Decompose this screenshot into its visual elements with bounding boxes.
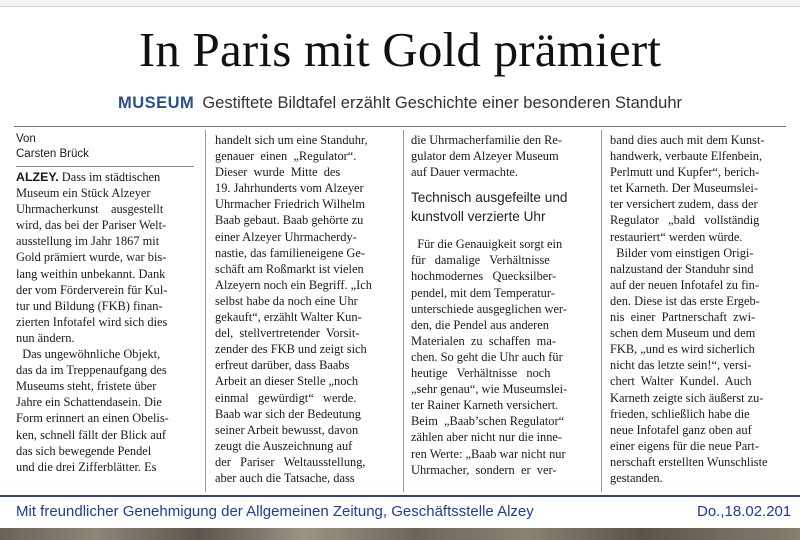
subtitle-line: Technisch ausgefeilte und: [411, 190, 568, 206]
column-3: [411, 132, 591, 478]
subhead: [0, 92, 800, 114]
byline-author: Carsten Brück: [16, 148, 89, 160]
paragraph-text: Dass im städtischen Museum ein Stück Alzeyer Uhrmacherkunst ausgestellt wird, das bei der Pariser Welt- ausstellung im Jahr 1867 mit Gold prämiert wurde, war bis- lang weithin unbekannt. Dank der vom Förderverein für Kul- tur und Bildung (FKB) finan- zierten Infotafel wird sich dies nun ändern.: [16, 170, 168, 345]
top-edge: [0, 0, 800, 7]
column-4: [610, 132, 792, 486]
column-divider: [205, 130, 206, 492]
paragraph: Das ungewöhnliche Objekt, das da im Treppenaufgang des Museums steht, fristete über Jahre ein Schattendasein. Die Form erinnert an einen Obelis- ken, schnell fällt der Blick auf das sich bewegende Pendel und die drei Zifferblätter. Es: [16, 347, 169, 474]
subtitle: [411, 188, 591, 226]
publication-date: Do.,18.02.201: [697, 503, 792, 520]
subtitle-line: kunstvoll verzierte Uhr: [411, 209, 546, 225]
paragraph: band dies auch mit dem Kunst- handwerk, verbaute Elfenbein, Perlmutt und Kupfer“, berich- tet Karneth. Der Museumslei- ter versichert zudem, dass der Regulator „bald vollständig restauriert“ werden würde.: [610, 133, 765, 244]
deck: Gestiftete Bildtafel erzählt Geschichte einer besonderen Standuhr: [202, 94, 683, 112]
footer-rule: [0, 495, 800, 497]
paragraph: Für die Genauigkeit sorgt ein für damalige Verhältnisse hochmodernes Quecksilber- pendel, mit dem Temperatur- unterschiede ausgeglichen wer- den, die Pendel aus anderen Materialen zu schaffen ma- chen. So geht die Uhr auch für heutige Verhältnisse noch „sehr genau“, wie Museumslei- ter Rainer Karneth versichert. Beim „Baab’schen Regulator“ zählen aber nicht nur die inne- ren Werte: „Baab war nicht nur Uhrmacher, sondern er ver-: [411, 237, 568, 477]
paragraph: Bilder vom einstigen Origi- nalzustand der Standuhr sind auf der neuen Infotafel zu fin- den. Diese ist das erste Ergeb- nis einer Partnerschaft zwi- schen dem Museum und dem FKB, „und es wird sicherlich nicht das letzte sein!“, versi- chert Walter Kundel. Auch Karneth zeigte sich äußerst zu- frieden, schließlich habe die neue Infotafel ganz oben auf einer eigens für die neue Part- nerschaft erstellten Wunschliste gestanden.: [610, 245, 768, 485]
byline-von: Von: [16, 133, 36, 145]
headline: In Paris mit Gold prämiert: [138, 22, 662, 77]
paragraph: handelt sich um eine Standuhr, genauer einen „Regulator“. Dieser wurde Mitte des 19. Jahrhunderts vom Alzeyer Uhrmacher Friedrich Wilhelm Baab gebaut. Baab gehörte zu einer Alzeyer Uhrmacherdy- nastie, das familieneigene Ge- schäft am Roßmarkt ist vielen Alzeyern noch ein Begriff. „Ich selbst habe da noch eine Uhr gekauft“, erzählt Walter Kun- del, stellvertretender Vorsit- zender des FKB und zeigt sich erfreut darüber, dass Baabs Arbeit an dieser Stelle „noch einmal gewürdigt“ werde. Baab war sich der Bedeutung seiner Arbeit bewusst, davon zeugt die Auszeichnung auf der Pariser Weltausstellung, aber auch die Tatsache, dass: [215, 133, 372, 485]
byline-rule: [16, 166, 194, 167]
paragraph: [16, 169, 194, 346]
column-1: [16, 132, 194, 475]
section-kicker: MUSEUM: [117, 94, 195, 112]
column-divider: [601, 130, 602, 492]
header-rule: [14, 126, 786, 127]
column-divider: [403, 130, 404, 492]
photo-strip: [0, 528, 800, 540]
column-2: [215, 132, 397, 486]
credit-line: Mit freundlicher Genehmigung der Allgemeinen Zeitung, Geschäftsstelle Alzey: [16, 503, 534, 520]
paragraph: die Uhrmacherfamilie den Re- gulator dem Alzeyer Museum auf Dauer vermachte.: [411, 133, 563, 180]
dateline: ALZEY.: [16, 170, 59, 184]
